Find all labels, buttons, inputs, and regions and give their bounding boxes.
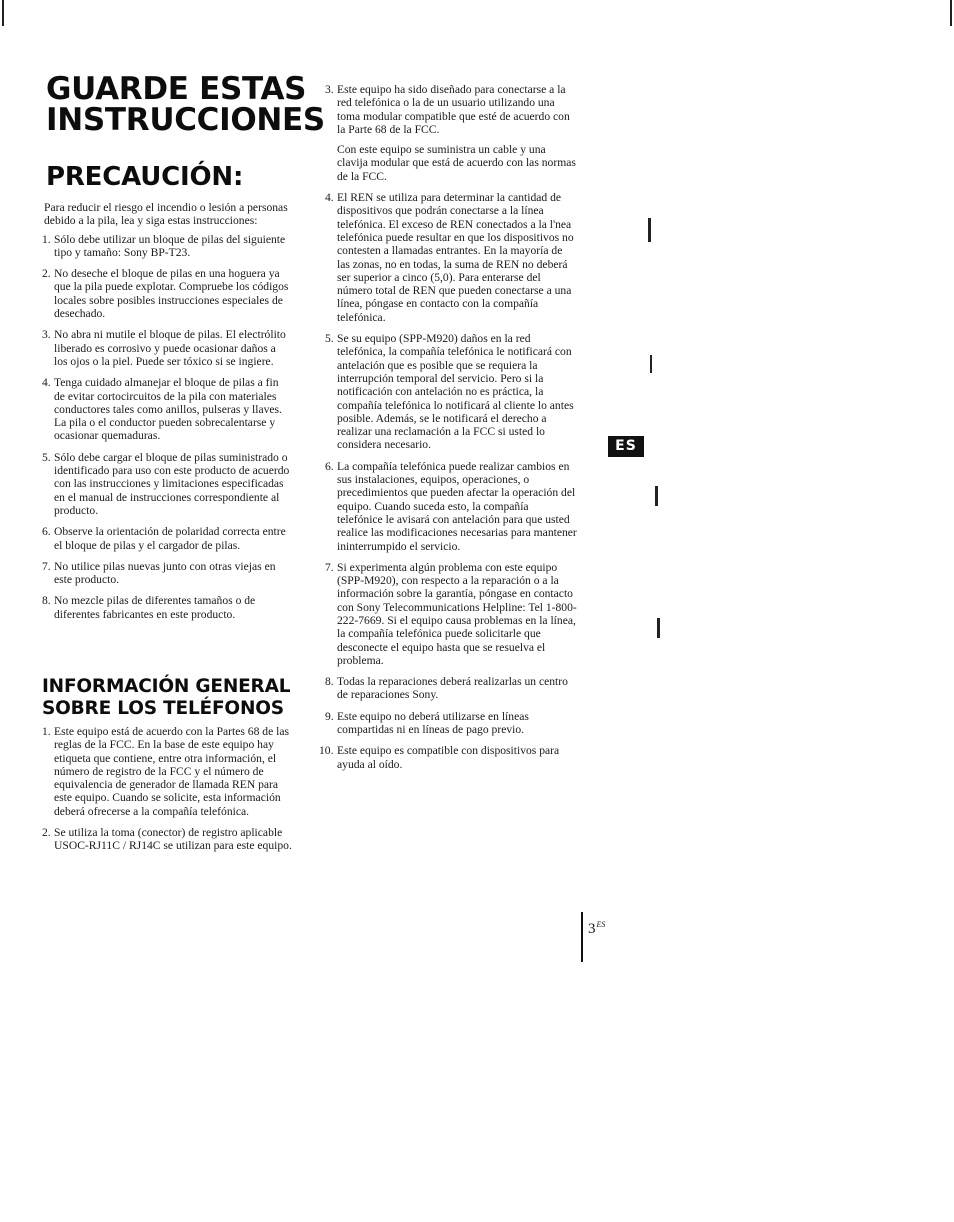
scan-mark — [950, 0, 952, 26]
page-title: GUARDE ESTAS INSTRUCCIONES — [46, 71, 325, 138]
page-number: $3^{ES}$ — [588, 920, 606, 937]
precaucion-list — [44, 233, 292, 621]
page-number-rule — [581, 912, 583, 962]
list-item: 6. La compañía telefónica puede realizar cambios en sus instalaciones, equipos, operaciones, o precedimientos que pueden afectar la operación del equipo. Cuando suceda esto, la compañía telefónice le avisará con antelación para que usted realice las modificaciones necesarias para mantener ininterrumpido el servicio. — [325, 459, 577, 553]
precaucion-heading: PRECAUCIÓN: — [46, 162, 244, 192]
list-item: 3. Este equipo ha sido diseñado para conectarse a la red telefónica o la de un usuario utilizando una toma modular compatible que esté de acuerdo con la Parte 68 de la FCC. Con este equipo se suministra un cable y una clavija modular que está de acuerdo con las normas de la FCC. — [325, 83, 576, 183]
list-item: 1. Sólo debe utilizar un bloque de pilas del siguiente tipo y tamaño: Sony BP-T23. — [42, 232, 286, 259]
list-item: 2. Se utiliza la toma (conector) de registro aplicable USOC-RJ11C / RJ14C se utilizan para este equipo. — [42, 826, 292, 853]
list-item: 5. Sólo debe cargar el bloque de pilas suministrado o identificado para uso con este producto de acuerdo con las instrucciones y limitaciones especificadas en el manual de instrucciones correspondiente al producto. — [42, 450, 290, 517]
list-item: 4. Tenga cuidado almanejar el bloque de pilas a fin de evitar cortocircuitos de la pila con materiales conductores tales como anillos, pulseras y llaves. La pila o el conductor pueden sobrecalentarse y ocasionar quemaduras. — [42, 376, 282, 443]
informacion-section-part2 — [319, 83, 577, 779]
scan-mark — [2, 0, 4, 26]
list-item: 5. Se su equipo (SPP-M920) daños en la red telefónica, la compañía telefónica le notificará con antelación que es posible que se requiera la interrupción temporal del servicio. Pero si la notificación con antelación no es práctica, la compañía telefónica lo notificará al cliente lo antes posible. Además, se le notificará el derecho a realizar una reclamación a la FCC si usted lo considera necesario. — [325, 332, 574, 452]
informacion-heading: INFORMACIÓN GENERAL SOBRE LOS TELÉFONOS — [42, 676, 291, 719]
list-item: 8. Todas la reparaciones deberá realizarlas un centro de reparaciones Sony. — [325, 675, 568, 702]
scan-mark — [648, 218, 651, 242]
list-item: 4. El REN se utiliza para determinar la cantidad de dispositivos que podrán conectarse a la línea telefónica. El exceso de REN conectados a la l'nea telefónica puede resultar en que los dispositivos no contesten a llamadas entrantes. En la mayoría de las zonas, no en todas, la suma de REN no deberá ser superior a cinco (5,0). Para enterarse del número total de REN que pueden conectarse a una línea, póngase en contacto con la compañía telefónica. — [325, 191, 574, 324]
list-item: 7. No utilice pilas nuevas junto con otras viejas en este producto. — [42, 559, 276, 587]
informacion-list-continued — [319, 83, 577, 771]
scan-mark — [657, 618, 660, 638]
scan-mark — [655, 486, 658, 506]
language-tab-badge: ES — [608, 436, 644, 457]
list-item: 6. Observe la orientación de polaridad correcta entre el bloque de pilas y el cargador de pilas. — [42, 525, 286, 552]
list-item: 8. No mezcle pilas de diferentes tamaños o de diferentes fabricantes en este producto. — [42, 594, 256, 621]
list-item: 10. Este equipo es compatible con dispositivos para ayuda al oído. — [319, 744, 560, 771]
informacion-section-part1 — [44, 725, 292, 861]
list-item: 2. No deseche el bloque de pilas en una hoguera ya que la pila puede explotar. Compruebe los códigos locales sobre posibles instrucciones especiales de desechado. — [42, 267, 289, 321]
list-item: 1. Este equipo está de acuerdo con la Partes 68 de las reglas de la FCC. En la base de este equipo hay etiqueta que contiene, entre otra información, el número de registro de la FCC y el número de equivalencia de generador de llamada REN para este equipo. Cuando se solicite, esta información deberá ofrecerse a la compañía telefónica. — [42, 725, 290, 818]
list-item: 9. Este equipo no deberá utilizarse en líneas compartidas ni en líneas de pago previo. — [325, 709, 529, 737]
scan-mark — [650, 355, 652, 373]
precaucion-intro: Para reducir el riesgo el incendio o lesión a personas debido a la pila, lea y siga estas instrucciones: — [44, 201, 288, 228]
list-item: 7. Si experimenta algún problema con este equipo (SPP-M920), con respecto a la reparación o a la información sobre la garantía, póngase en contacto con Sony Telecommunications Helpline: Tel 1-800-222-7669. Si el equipo causa problemas en la línea, la compañía telefónica puede solicitarle que desconecte el equipo hasta que se resuelva el problema. — [325, 560, 577, 667]
list-item: 3. No abra ni mutile el bloque de pilas. El electrólito liberado es corrosivo y puede ocasionar daños a los ojos o la piel. Puede ser tóxico si se ingiere. — [42, 328, 286, 368]
informacion-list — [44, 725, 292, 853]
precaucion-section — [44, 201, 292, 629]
